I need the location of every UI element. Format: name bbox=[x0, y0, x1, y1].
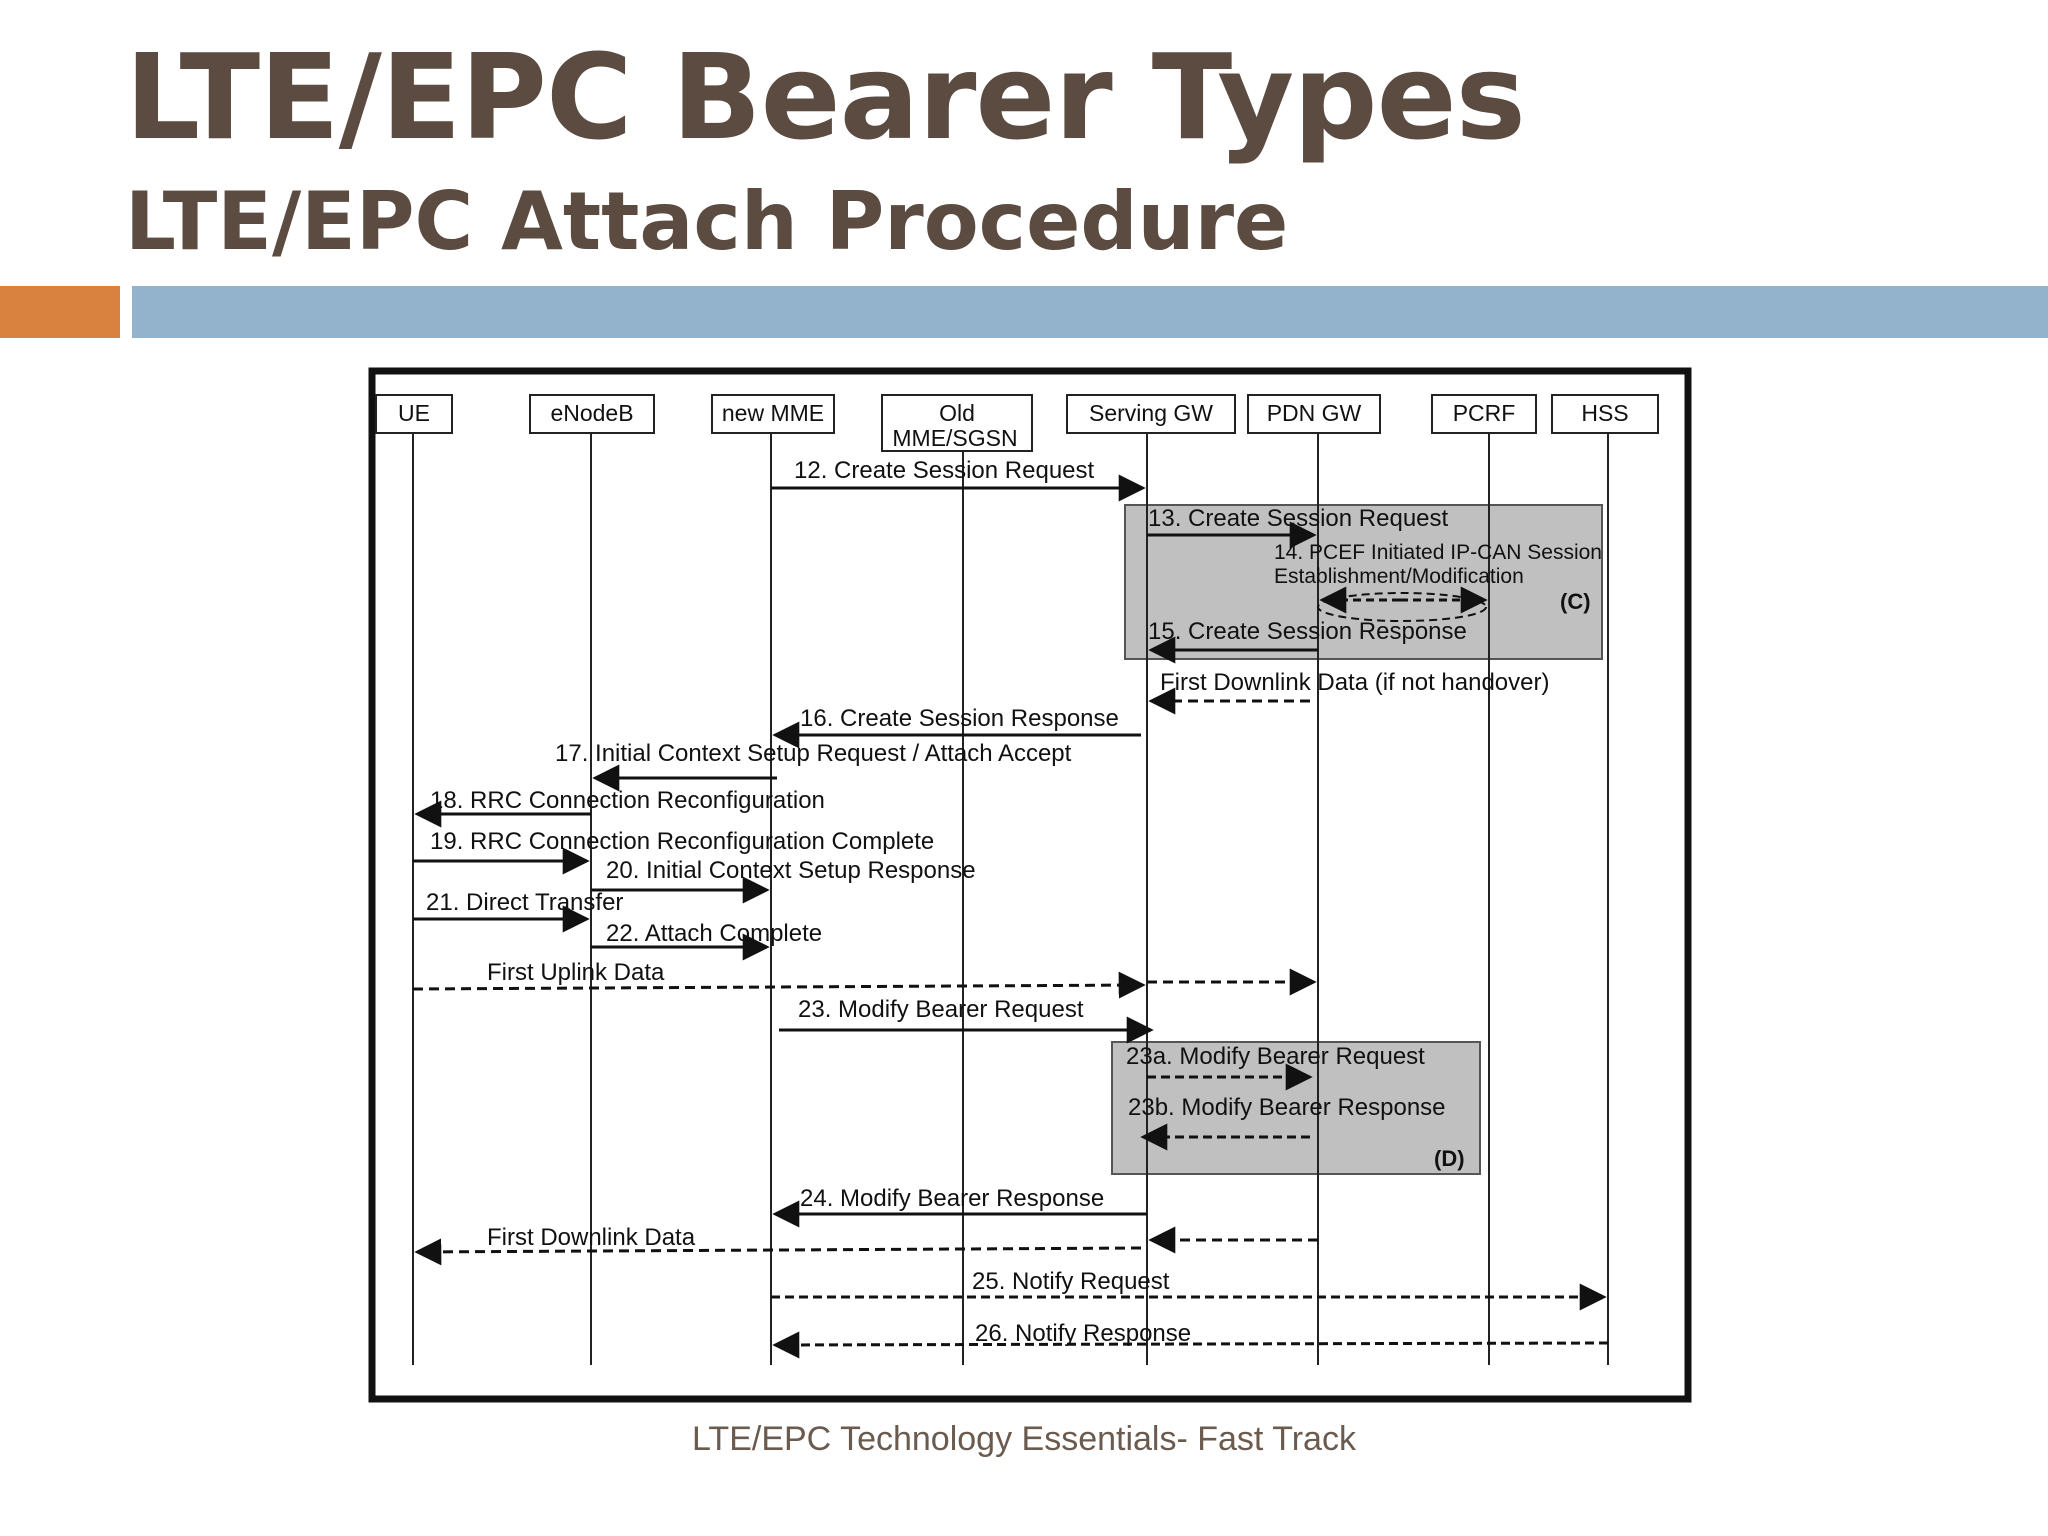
msg-24: 24. Modify Bearer Response bbox=[800, 1185, 1105, 1212]
msg-18: 18. RRC Connection Reconfiguration bbox=[430, 787, 825, 814]
msg-19: 19. RRC Connection Reconfiguration Complete bbox=[430, 828, 935, 855]
entity-label-new-mme: new MME bbox=[721, 400, 825, 426]
accent-bar-blue bbox=[132, 286, 2048, 338]
msg-23: 23. Modify Bearer Request bbox=[798, 996, 1084, 1023]
sequence-diagram bbox=[368, 367, 1692, 1403]
msg-17: 17. Initial Context Setup Request / Attach Accept bbox=[555, 740, 1072, 767]
slide-title: LTE/EPC Bearer Types bbox=[125, 28, 1525, 166]
msg-15: 15. Create Session Response bbox=[1148, 618, 1467, 645]
entity-label-pdn-gw: PDN GW bbox=[1266, 400, 1362, 426]
slide-footer: LTE/EPC Technology Essentials- Fast Track bbox=[692, 1420, 1356, 1458]
msg-23b: 23b. Modify Bearer Response bbox=[1128, 1094, 1446, 1121]
msg-first-downlink-1: First Downlink Data (if not handover) bbox=[1160, 669, 1550, 696]
msg-25: 25. Notify Request bbox=[972, 1268, 1170, 1295]
entity-label-enodeb: eNodeB bbox=[550, 400, 634, 426]
entity-label-ue: UE bbox=[398, 400, 430, 426]
entity-label-serving-gw: Serving GW bbox=[1089, 400, 1213, 426]
box-d-label: (D) bbox=[1434, 1146, 1465, 1171]
msg-16: 16. Create Session Response bbox=[800, 705, 1119, 732]
msg-21: 21. Direct Transfer bbox=[426, 889, 624, 916]
entity-label-hss: HSS bbox=[1581, 400, 1629, 426]
entity-label-pcrf: PCRF bbox=[1452, 400, 1516, 426]
accent-bar-orange bbox=[0, 286, 120, 338]
msg-26: 26. Notify Response bbox=[975, 1320, 1192, 1347]
msg-first-downlink-2: First Downlink Data bbox=[487, 1224, 696, 1251]
entity-label-old-line1: Old bbox=[939, 400, 975, 426]
msg-14-line2: Establishment/Modification bbox=[1274, 565, 1524, 588]
box-c-label: (C) bbox=[1560, 589, 1591, 614]
msg-23a: 23a. Modify Bearer Request bbox=[1126, 1043, 1425, 1070]
msg-13: 13. Create Session Request bbox=[1148, 505, 1449, 532]
msg-first-uplink: First Uplink Data bbox=[487, 959, 665, 986]
msg-12: 12. Create Session Request bbox=[794, 457, 1095, 484]
entity-label-old-line2: MME/SGSN bbox=[892, 425, 1018, 451]
msg-22: 22. Attach Complete bbox=[606, 920, 823, 947]
msg-14-line1: 14. PCEF Initiated IP-CAN Session bbox=[1274, 541, 1602, 564]
msg-20: 20. Initial Context Setup Response bbox=[606, 857, 976, 884]
slide-subtitle: LTE/EPC Attach Procedure bbox=[125, 175, 1289, 268]
